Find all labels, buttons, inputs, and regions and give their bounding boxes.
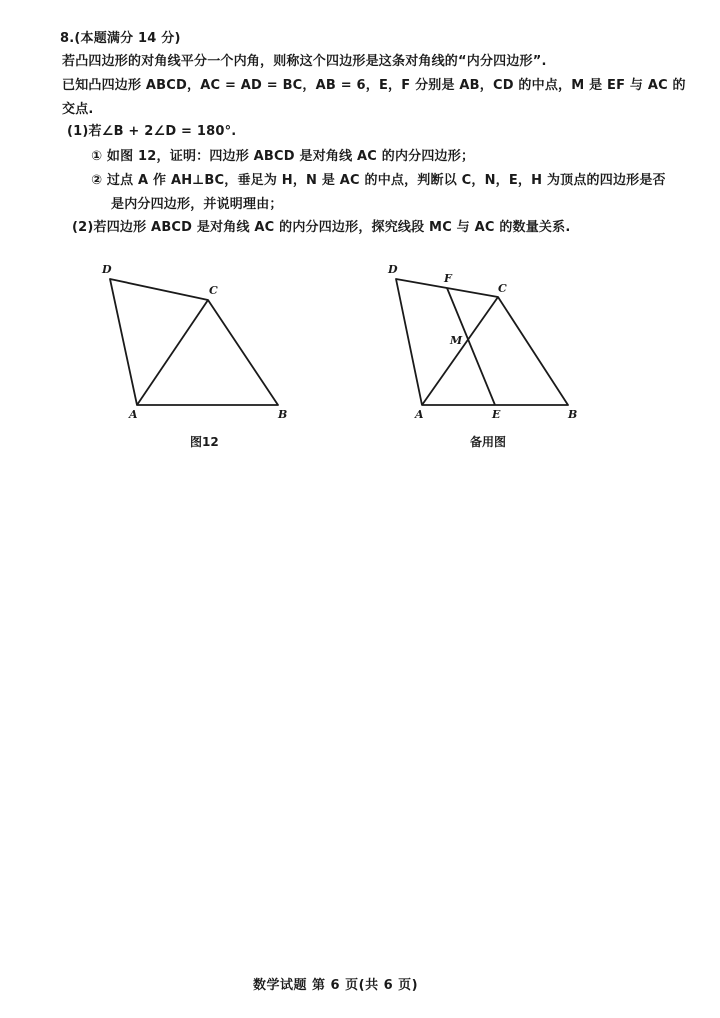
quadrilateral-abcd-backup [396, 279, 568, 405]
label-a-backup: A [415, 408, 424, 421]
label-d: D [102, 263, 112, 276]
question-2-continued: 是内分四边形，并说明理由； [111, 197, 283, 212]
page-footer: 数学试题 第 6 页(共 6 页) [253, 978, 419, 993]
label-f: F [444, 272, 452, 285]
label-b-backup: B [568, 408, 578, 421]
label-c: C [209, 284, 218, 297]
diagonal-ac-backup [422, 297, 498, 405]
figure-12-diagram [95, 255, 305, 425]
label-c-backup: C [498, 282, 507, 295]
label-e: E [492, 408, 501, 421]
backup-figure [380, 255, 590, 425]
figure-12-caption: 图12 [190, 435, 219, 449]
part-2: (2)若四边形 ABCD 是对角线 AC 的内分四边形，探究线段 MC 与 AC 的数量关系. [72, 220, 571, 235]
question-2: ② 过点 A 作 AH⊥BC，垂足为 H，N 是 AC 的中点，判断以 C，N，E，H 为顶点的四边形是否 [91, 173, 666, 188]
label-b: B [278, 408, 288, 421]
figure-12 [95, 255, 305, 425]
quadrilateral-abcd [110, 279, 278, 405]
problem-intro-line-1: 若凸四边形的对角线平分一个内角，则称这个四边形是这条对角线的“内分四边形”. [62, 54, 547, 69]
backup-figure-caption: 备用图 [470, 435, 507, 449]
part-1-condition: (1)若∠B + 2∠D = 180°. [67, 124, 237, 139]
problem-intro-line-3: 交点. [62, 102, 94, 117]
label-d-backup: D [388, 263, 398, 276]
backup-figure-diagram [380, 255, 590, 425]
diagonal-ac [137, 300, 208, 405]
label-m: M [450, 334, 463, 347]
question-1: ① 如图 12，证明：四边形 ABCD 是对角线 AC 的内分四边形； [91, 149, 475, 164]
label-a: A [129, 408, 138, 421]
problem-intro-line-2: 已知凸四边形 ABCD，AC = AD = BC，AB = 6，E，F 分别是 AB，CD 的中点，M 是 EF 与 AC 的 [62, 78, 686, 93]
problem-header: 8.(本题满分 14 分) [60, 31, 181, 46]
